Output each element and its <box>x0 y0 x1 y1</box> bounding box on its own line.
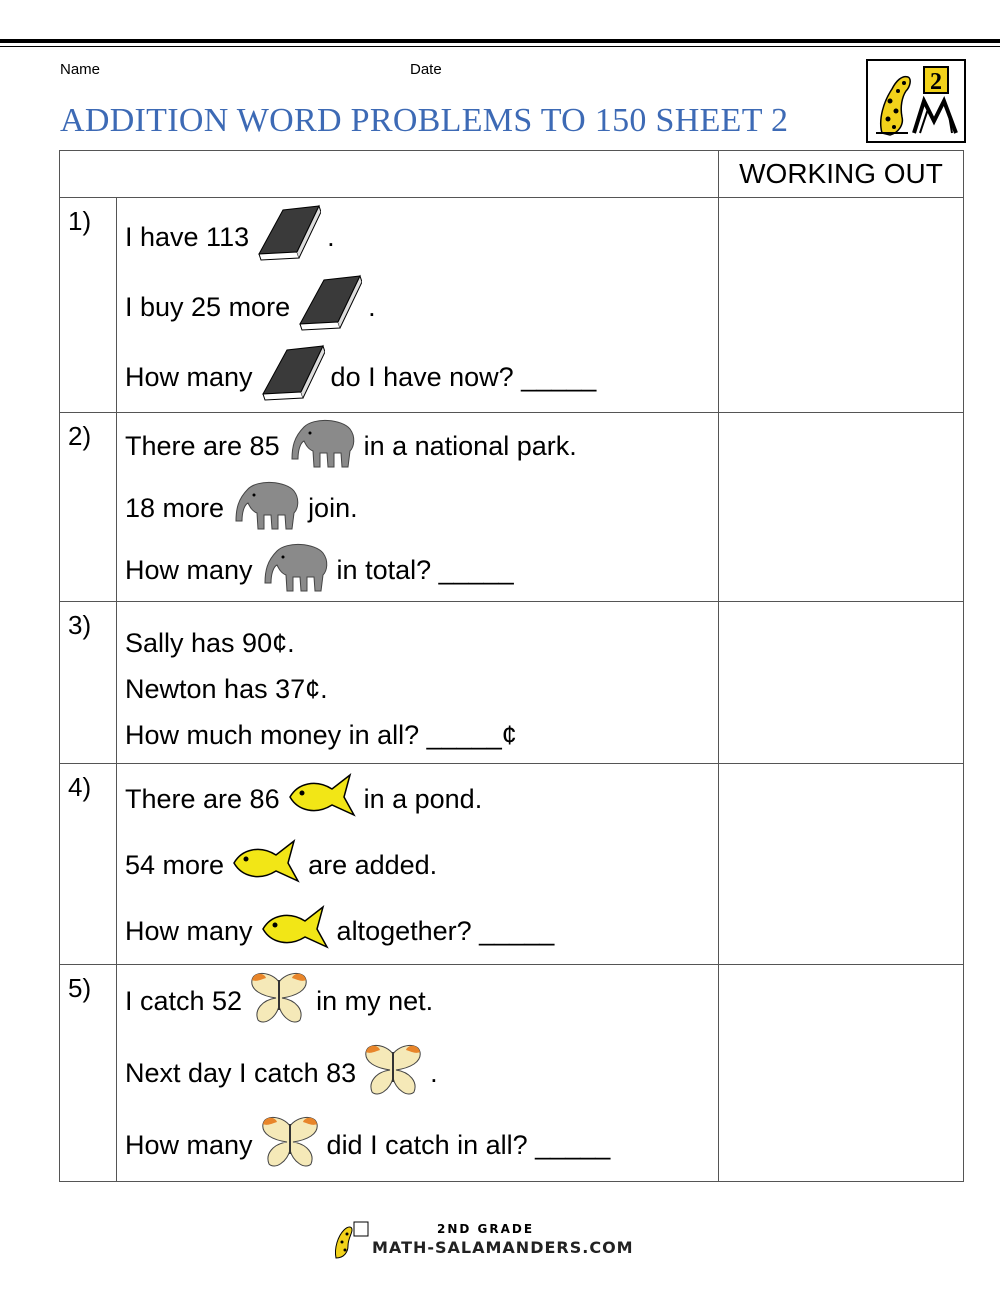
elephant-icon <box>259 541 331 600</box>
problem-line: How many <box>125 915 253 946</box>
problem-line: do I have now? _____ <box>330 361 597 392</box>
problem-row-5 <box>60 965 964 1182</box>
problem-number: 2) <box>60 413 117 602</box>
problem-line: Newton has 37¢. <box>125 673 328 704</box>
problem-line: How many <box>125 1129 253 1160</box>
working-out-cell[interactable] <box>719 764 964 965</box>
header-blank-cell <box>60 151 719 198</box>
problem-line: did I catch in all? _____ <box>326 1129 611 1160</box>
top-rule-thick <box>0 39 1000 43</box>
butterfly-icon <box>362 1042 424 1105</box>
working-out-cell[interactable] <box>719 413 964 602</box>
footer-site-link[interactable]: MATH-SALAMANDERS.COM <box>372 1238 634 1257</box>
problem-line: Next day I catch 83 <box>125 1057 357 1088</box>
problem-line: join. <box>308 492 358 523</box>
problem-line: in my net. <box>316 985 434 1016</box>
working-out-cell[interactable] <box>719 965 964 1182</box>
working-out-cell[interactable] <box>719 602 964 764</box>
problem-line: in total? _____ <box>336 554 514 585</box>
worksheet-table <box>59 150 964 1182</box>
problem-line: are added. <box>308 849 438 880</box>
problem-line: altogether? _____ <box>336 915 555 946</box>
problem-number: 3) <box>60 602 117 764</box>
problem-row-3 <box>60 602 964 764</box>
problem-line: in a pond. <box>363 783 483 814</box>
working-out-cell[interactable] <box>719 198 964 413</box>
elephant-icon <box>286 417 358 476</box>
table-header-row <box>60 151 964 198</box>
problem-line: . <box>327 221 335 252</box>
fish-icon <box>259 903 331 960</box>
elephant-icon <box>230 479 302 538</box>
problem-line: 54 more <box>125 849 225 880</box>
problem-number: 1) <box>60 198 117 413</box>
problem-line: I have 113 <box>125 221 250 252</box>
problem-text <box>117 413 719 602</box>
salamander-logo <box>866 59 966 143</box>
problem-line: How many <box>125 361 253 392</box>
problem-text <box>117 602 719 764</box>
problem-line: How much money in all? _____¢ <box>125 719 517 750</box>
footer-grade: 2ND GRADE <box>437 1222 535 1236</box>
working-out-header: WORKING OUT <box>719 151 964 198</box>
problem-line: Sally has 90¢. <box>125 627 295 658</box>
problem-row-1 <box>60 198 964 413</box>
butterfly-icon <box>248 970 310 1033</box>
fish-icon <box>230 837 302 894</box>
top-rule-thin <box>0 46 1000 47</box>
problem-number: 5) <box>60 965 117 1182</box>
problem-number: 4) <box>60 764 117 965</box>
problem-row-4 <box>60 764 964 965</box>
problem-text <box>117 965 719 1182</box>
problem-line: There are 86 <box>125 783 280 814</box>
problem-line: I catch 52 <box>125 985 243 1016</box>
book-icon <box>255 204 321 271</box>
problem-line: . <box>368 291 376 322</box>
book-icon <box>296 274 362 341</box>
problem-row-2 <box>60 413 964 602</box>
date-label: Date <box>410 61 442 78</box>
fish-icon <box>286 771 358 828</box>
book-icon <box>259 344 325 411</box>
butterfly-icon <box>259 1114 321 1177</box>
logo-grade: 2 <box>930 69 942 95</box>
problem-text <box>117 764 719 965</box>
problem-line: . <box>430 1057 438 1088</box>
problem-line: There are 85 <box>125 430 280 461</box>
worksheet-title: ADDITION WORD PROBLEMS TO 150 SHEET 2 <box>60 102 789 139</box>
problem-line: I buy 25 more <box>125 291 291 322</box>
problem-line: in a national park. <box>363 430 577 461</box>
problem-line: How many <box>125 554 253 585</box>
name-label: Name <box>60 61 101 78</box>
problem-text <box>117 198 719 413</box>
problem-line: 18 more <box>125 492 225 523</box>
